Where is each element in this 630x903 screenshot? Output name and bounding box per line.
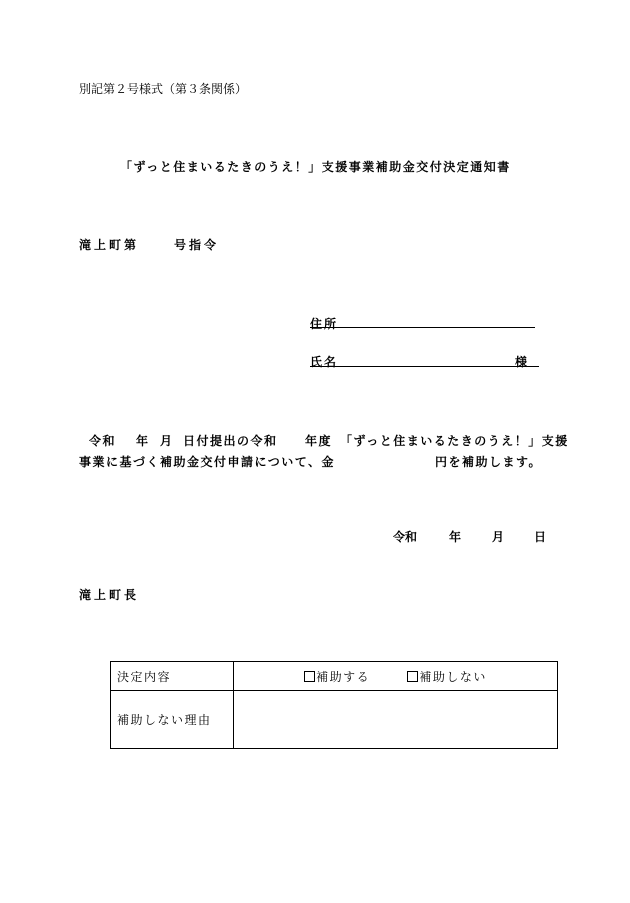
checkbox-icon[interactable] (407, 671, 418, 682)
address-underline (310, 327, 535, 328)
body-fiscal-year: 年度 (305, 434, 333, 448)
name-underline (310, 366, 539, 367)
address-label: 住所 (310, 317, 339, 331)
option-approve-label: 補助する (316, 669, 371, 684)
reason-field[interactable] (234, 691, 558, 749)
honorific: 様 (515, 355, 528, 369)
body-submit-date: 日付提出の令和 (183, 434, 278, 448)
reason-label: 補助しない理由 (111, 691, 234, 749)
issuer: 滝上町長 (79, 588, 140, 602)
decision-label: 決定内容 (111, 662, 234, 691)
date-year: 年 (449, 530, 462, 544)
decision-table (110, 661, 558, 749)
reference-suffix: 号指令 (174, 238, 220, 252)
document-title: 「ずっと住まいるたきのうえ！」支援事業補助金交付決定通知書 (120, 160, 511, 174)
option-reject-label: 補助しない (419, 669, 487, 684)
form-number: 別記第２号様式（第３条関係） (79, 82, 248, 96)
decision-options (234, 662, 558, 691)
date-era: 令和 (393, 530, 418, 544)
body-reiwa: 令和 (89, 434, 117, 448)
checkbox-icon[interactable] (304, 671, 315, 682)
option-approve[interactable] (304, 668, 370, 685)
body-line2-start: 事業に基づく補助金交付申請について、金 (79, 455, 336, 469)
body-program-name: 「ずっと住まいるたきのうえ！」支援 (340, 434, 569, 448)
date-month: 月 (492, 530, 505, 544)
body-line2-end: 円を補助します。 (435, 455, 543, 469)
option-reject[interactable] (407, 668, 487, 685)
name-label: 氏名 (310, 355, 339, 369)
body-month: 月 (160, 434, 174, 448)
body-year: 年 (136, 434, 150, 448)
reference-prefix: 滝上町第 (79, 238, 140, 252)
date-day: 日 (534, 530, 547, 544)
